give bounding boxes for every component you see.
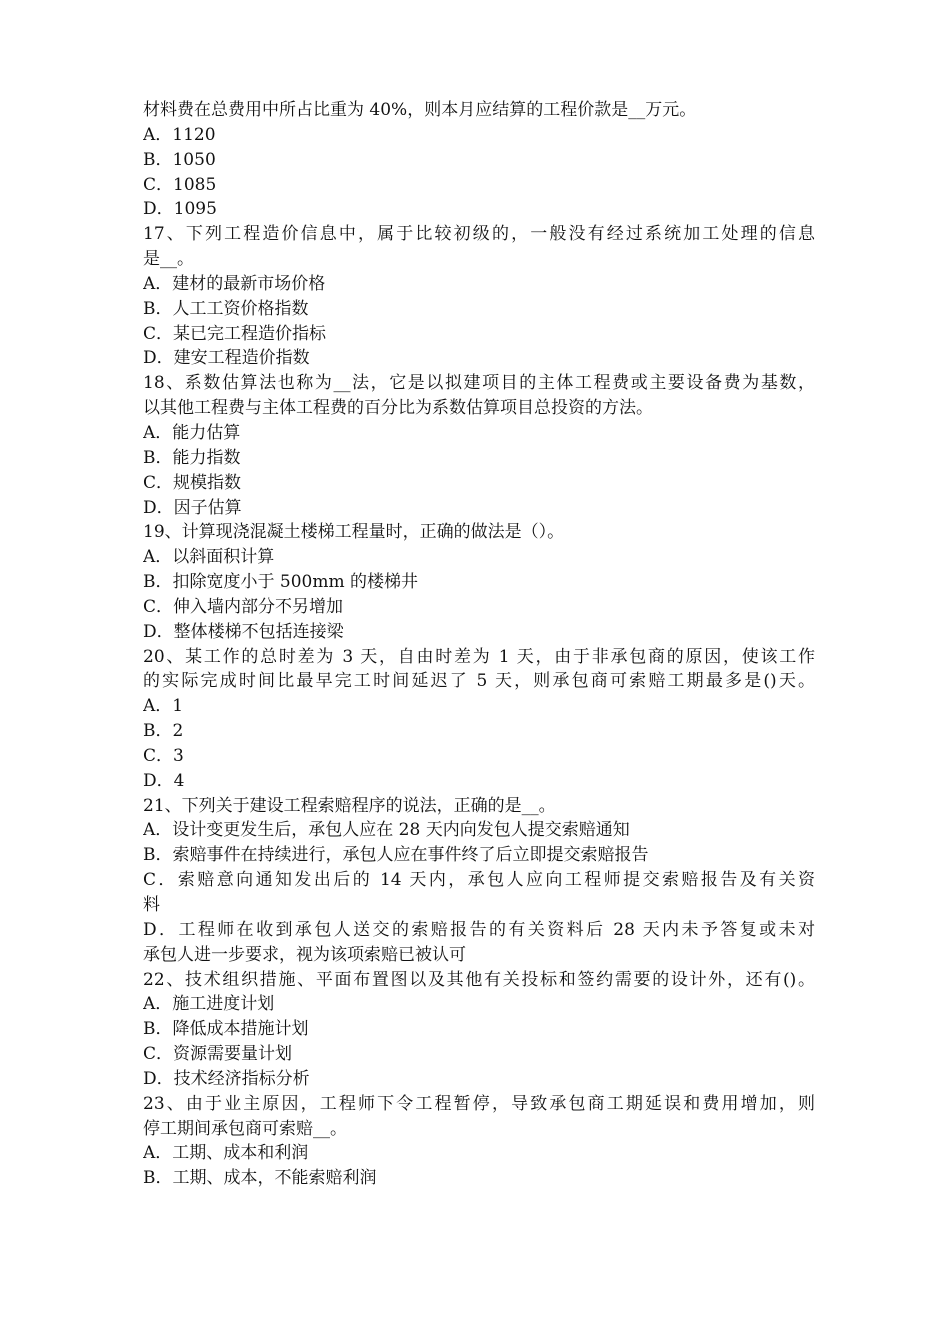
option-b: B．能力指数 <box>143 447 241 468</box>
option-d-cont: 承包人进一步要求，视为该项索赔已被认可 <box>143 944 466 965</box>
option-c: C．3 <box>143 745 184 766</box>
question-23: 23、由于业主原因，工程师下令工程暂停，导致承包商工期延误和费用增加，则 <box>143 1093 815 1114</box>
question-19: 19、计算现浇混凝土楼梯工程量时，正确的做法是（）。 <box>143 522 565 543</box>
option-c: C．资源需要量计划 <box>143 1044 293 1065</box>
option-c: C．规模指数 <box>143 472 242 493</box>
option-a: A．能力估算 <box>143 422 241 443</box>
option-c: C．1085 <box>143 174 217 195</box>
question-22: 22、技术组织措施、平面布置图以及其他有关投标和签约需要的设计外，还有()。 <box>143 969 815 990</box>
option-d: D．4 <box>143 770 185 791</box>
question-20: 20、某工作的总时差为 3 天，自由时差为 1 天，由于非承包商的原因，使该工作 <box>143 646 815 667</box>
option-b: B．扣除宽度小于 500mm 的楼梯井 <box>143 572 418 593</box>
question-23-cont: 停工期间承包商可索赔__。 <box>143 1118 347 1139</box>
option-c-cont: 料 <box>143 895 160 915</box>
option-a: A．设计变更发生后，承包人应在 28 天内向发包人提交索赔通知 <box>143 820 630 841</box>
option-b: B．索赔事件在持续进行，承包人应在事件终了后立即提交索赔报告 <box>143 845 649 866</box>
option-d: D．技术经济指标分析 <box>143 1068 310 1089</box>
option-a: A．1120 <box>143 124 216 145</box>
option-c: C．索赔意向通知发出后的 14 天内，承包人应向工程师提交索赔报告及有关资 <box>143 870 815 891</box>
question-17-cont: 是__。 <box>143 249 194 270</box>
option-c: C．某已完工程造价指标 <box>143 323 327 344</box>
question-20-cont: 的实际完成时间比最早完工时间延迟了 5 天，则承包商可索赔工期最多是()天。 <box>143 671 815 692</box>
option-b: B．降低成本措施计划 <box>143 1019 309 1040</box>
text-line: 材料费在总费用中所占比重为 40%，则本月应结算的工程价款是__万元。 <box>143 100 697 120</box>
option-d: D．建安工程造价指数 <box>143 348 310 369</box>
option-d: D．因子估算 <box>143 497 242 518</box>
question-21: 21、下列关于建设工程索赔程序的说法，正确的是__。 <box>143 795 556 816</box>
option-a: A．施工进度计划 <box>143 994 275 1015</box>
option-a: A．建材的最新市场价格 <box>143 273 326 294</box>
option-b: B．2 <box>143 721 184 742</box>
option-a: A．工期、成本和利润 <box>143 1143 309 1164</box>
document-body <box>143 98 815 1191</box>
question-18: 18、系数估算法也称为__法，它是以拟建项目的主体工程费或主要设备费为基数， <box>143 373 815 394</box>
option-c: C．伸入墙内部分不另增加 <box>143 596 344 617</box>
option-b: B．1050 <box>143 149 216 170</box>
option-a: A．以斜面积计算 <box>143 547 275 568</box>
option-a: A．1 <box>143 696 184 717</box>
option-b: B．人工工资价格指数 <box>143 298 309 319</box>
question-18-cont: 以其他工程费与主体工程费的百分比为系数估算项目总投资的方法。 <box>143 398 653 419</box>
option-b: B．工期、成本，不能索赔利润 <box>143 1168 377 1189</box>
option-d: D．1095 <box>143 199 217 220</box>
option-d: D．整体楼梯不包括连接梁 <box>143 621 344 642</box>
question-17: 17、下列工程造价信息中，属于比较初级的，一般没有经过系统加工处理的信息 <box>143 224 815 245</box>
option-d: D．工程师在收到承包人送交的索赔报告的有关资料后 28 天内未予答复或未对 <box>143 919 815 940</box>
